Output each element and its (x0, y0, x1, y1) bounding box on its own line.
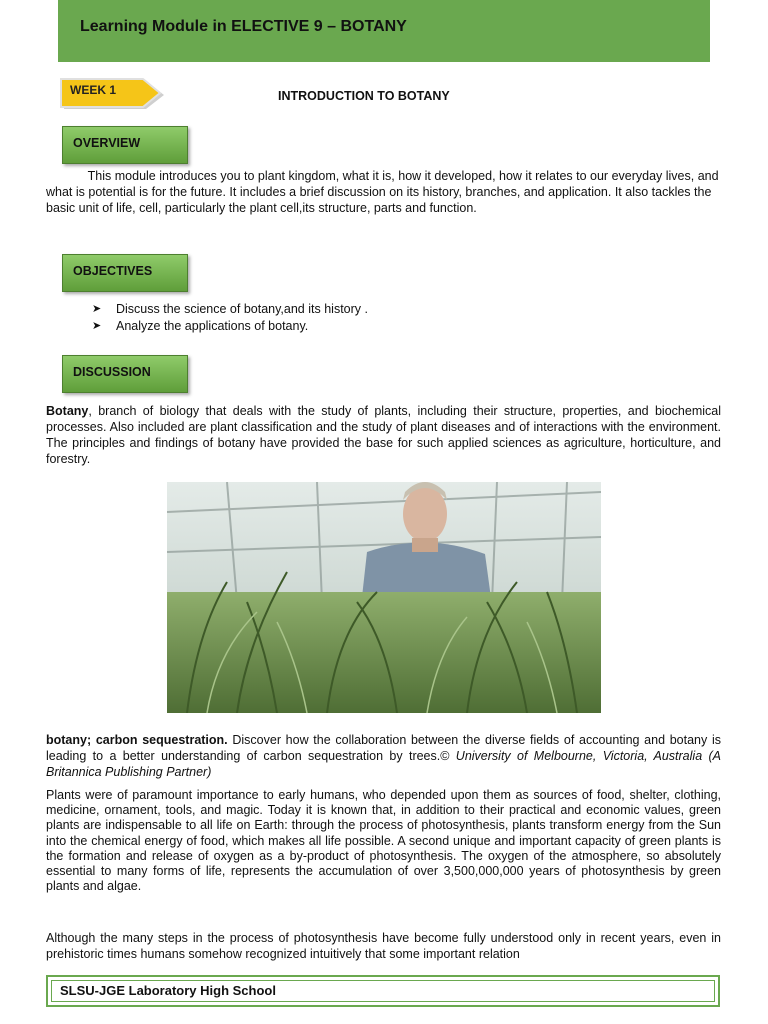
objective-item (92, 318, 368, 335)
objectives-list (92, 301, 368, 334)
discussion-label: DISCUSSION (73, 365, 151, 379)
botany-definition (46, 403, 721, 467)
objective-text: Discuss the science of botany,and its history . (116, 302, 368, 316)
greenhouse-photo (167, 482, 601, 713)
footer-school-name: SLSU-JGE Laboratory High School (60, 983, 276, 998)
objectives-label: OBJECTIVES (73, 264, 153, 278)
plants-paragraph: Plants were of paramount importance to early humans, who depended upon them as sources of food, shelter, clothing, medicine, ornament, tools, and magic. Today it is known that, in addition to their practical and economic values, green plants are indispensable to all life on Earth: through the process of photosynthesis, plants transform energy from the Sun into the chemical energy of food, which makes all life possible. A second unique and important capacity of green plants is the formation and release of oxygen as a by-product of photosynthesis. The oxygen of the atmosphere, so absolutely essential to many forms of life, represents the accumulation of over 3,500,000,000 years of photosynthesis by green plants and algae. (46, 788, 721, 894)
header-bar (58, 0, 710, 62)
objectives-tab (62, 254, 188, 292)
caption-title: botany; carbon sequestration. (46, 733, 228, 747)
botany-term: Botany (46, 404, 89, 418)
photosynthesis-paragraph: Although the many steps in the process of photosynthesis have become fully understood only in recent years, even in prehistoric times humans somehow recognized intuitively that some important relation (46, 931, 721, 961)
caption-text: Discover how the collaboration between the diverse fields of accounting and botany is leading to a better understanding of carbon sequestration by trees.© (46, 733, 721, 763)
week-tag (60, 78, 166, 110)
week-label: WEEK 1 (70, 83, 117, 97)
overview-label: OVERVIEW (73, 136, 141, 150)
footer (46, 975, 720, 1007)
arrow-bullet-icon: ➤ (92, 319, 102, 332)
photo-caption (46, 732, 721, 780)
objective-item (92, 301, 368, 318)
botany-definition-text: , branch of biology that deals with the study of plants, including their structure, properties, and biochemical processes. Also included are plant classification and the study of plant diseases and of interactions with the environment. The principles and findings of botany have provided the base for such applied sciences as agriculture, horticulture, and forestry. (46, 404, 721, 466)
header-title: Learning Module in ELECTIVE 9 – BOTANY (80, 18, 407, 35)
botanist-in-greenhouse-image (167, 482, 601, 713)
arrow-bullet-icon: ➤ (92, 303, 102, 315)
document-title: INTRODUCTION TO BOTANY (278, 89, 450, 103)
caption-credit: University of Melbourne, Victoria, Australia (A Britannica Publishing Partner) (46, 749, 721, 779)
discussion-tab (62, 355, 188, 393)
objective-text: Analyze the applications of botany. (116, 318, 309, 333)
overview-tab (62, 126, 188, 164)
overview-text: This module introduces you to plant kingdom, what it is, how it developed, how it relates to our everyday lives, and what is potential is for the future. It includes a brief discussion on its history, branches, and application. It also tackles the basic unit of life, cell, particularly the plant cell,its structure, parts and function. (46, 169, 719, 215)
